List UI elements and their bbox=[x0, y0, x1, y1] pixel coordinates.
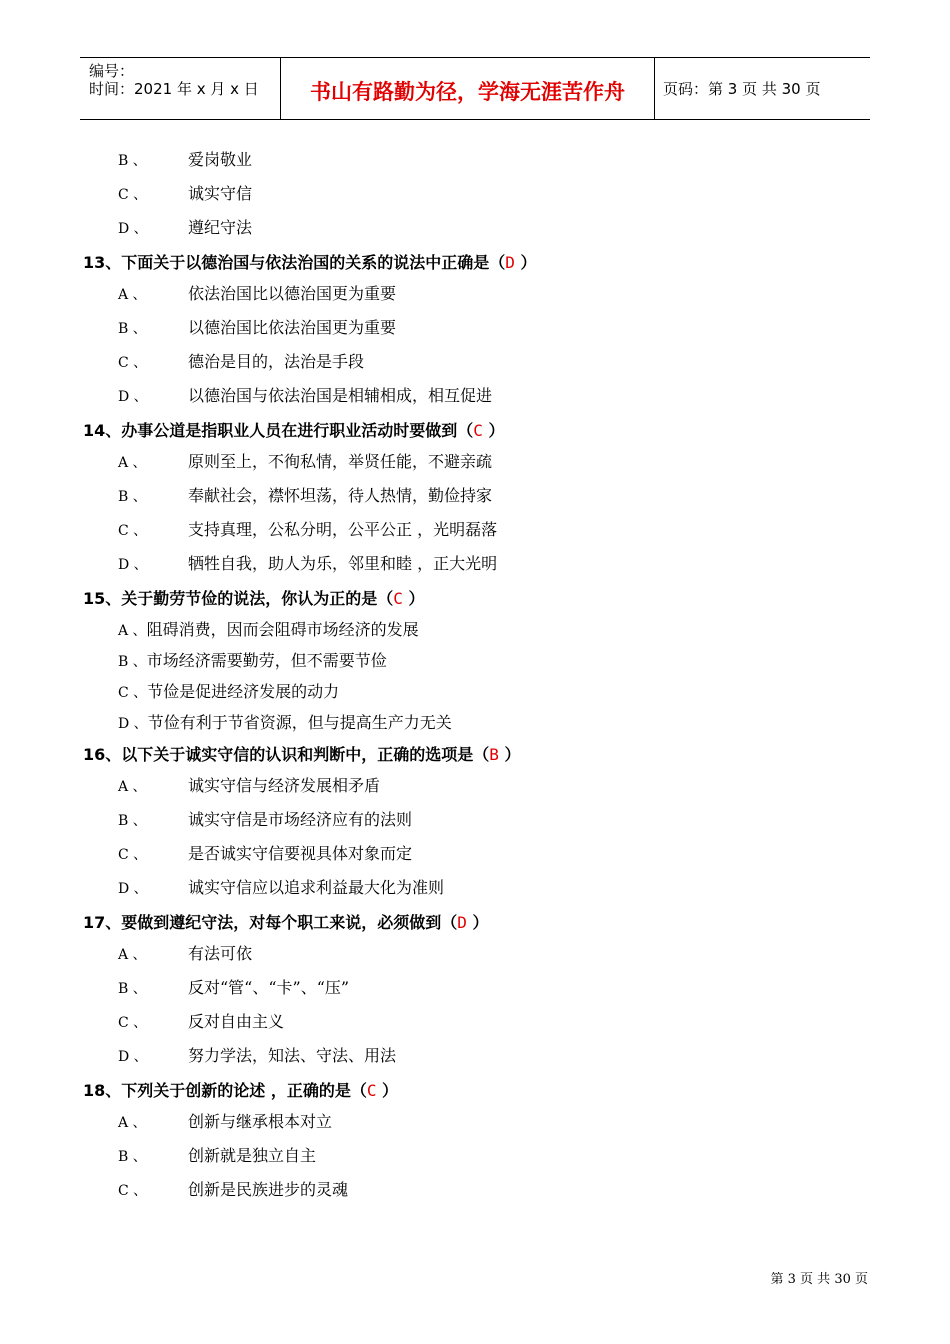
question-16 bbox=[83, 745, 521, 765]
option-item bbox=[118, 150, 252, 171]
option-item bbox=[118, 620, 419, 641]
option-text: 支持真理，公私分明，公平公正 ，光明磊落 bbox=[188, 520, 498, 539]
question-suffix: ） bbox=[514, 253, 537, 272]
question-text: 14、办事公道是指职业人员在进行职业活动时要做到（ bbox=[83, 421, 474, 440]
option-item bbox=[118, 184, 252, 205]
option-letter: B 、 bbox=[118, 1149, 147, 1165]
question-suffix: ） bbox=[376, 1081, 399, 1100]
option-letter: A 、 bbox=[118, 1115, 147, 1131]
header-page-cell bbox=[654, 58, 870, 119]
option-text: 以德治国比依法治国更为重要 bbox=[188, 318, 397, 337]
question-13 bbox=[83, 253, 537, 273]
answer-letter: C bbox=[473, 421, 483, 440]
option-text: 依法治国比以德治国更为重要 bbox=[188, 284, 397, 303]
option-item bbox=[118, 352, 364, 373]
option-letter: D 、 bbox=[118, 389, 148, 405]
header-motto-cell bbox=[280, 58, 655, 119]
option-text: 以德治国与依法治国是相辅相成，相互促进 bbox=[188, 386, 493, 405]
option-item bbox=[118, 1112, 332, 1133]
option-letter: C 、 bbox=[118, 187, 148, 203]
option-letter: C 、 bbox=[118, 523, 148, 539]
option-item bbox=[118, 452, 492, 473]
motto: 书山有路勤为径，学海无涯苦作舟 bbox=[310, 80, 625, 104]
option-text: 诚实守信 bbox=[188, 184, 253, 203]
question-18 bbox=[83, 1081, 398, 1101]
option-item bbox=[118, 284, 396, 305]
page-info: 页码：第 3 页 共 30 页 bbox=[663, 80, 821, 98]
option-letter: B 、 bbox=[118, 153, 147, 169]
page-footer: 第 3 页 共 30 页 bbox=[770, 1272, 868, 1287]
option-text: 是否诚实守信要视具体对象而定 bbox=[188, 844, 413, 863]
option-text: 阻碍消费，因而会阻碍市场经济的发展 bbox=[146, 620, 419, 639]
question-text: 13、下面关于以德治国与依法治国的关系的说法中正确是（ bbox=[83, 253, 506, 272]
question-suffix: ） bbox=[482, 421, 505, 440]
option-text: 反对“管“、“卡”、“压” bbox=[188, 978, 350, 997]
option-text: 德治是目的，法治是手段 bbox=[188, 352, 365, 371]
option-item bbox=[118, 682, 339, 703]
header-meta bbox=[80, 58, 280, 119]
question-suffix: ） bbox=[498, 745, 521, 764]
option-item bbox=[118, 878, 444, 899]
question-text: 17、要做到遵纪守法，对每个职工来说，必须做到（ bbox=[83, 913, 458, 932]
option-letter: B 、 bbox=[118, 813, 147, 829]
option-text: 遵纪守法 bbox=[188, 218, 253, 237]
option-text: 创新与继承根本对立 bbox=[188, 1112, 333, 1131]
option-letter: C 、 bbox=[118, 355, 148, 371]
option-text: 有法可依 bbox=[188, 944, 253, 963]
option-text: 努力学法，知法、守法、用法 bbox=[188, 1046, 397, 1065]
option-item bbox=[118, 651, 387, 672]
option-text: 创新是民族进步的灵魂 bbox=[188, 1180, 349, 1199]
question-text: 15、关于勤劳节俭的说法，你认为正的是（ bbox=[83, 589, 394, 608]
option-letter: D 、 bbox=[118, 221, 148, 237]
option-letter: D 、 bbox=[118, 716, 148, 732]
option-item bbox=[118, 1180, 348, 1201]
option-letter: A 、 bbox=[118, 947, 147, 963]
option-letter: B 、 bbox=[118, 654, 147, 670]
option-letter: C 、 bbox=[118, 847, 148, 863]
option-item bbox=[118, 1012, 284, 1033]
option-letter: B 、 bbox=[118, 321, 147, 337]
option-letter: C 、 bbox=[118, 1183, 148, 1199]
option-letter: C 、 bbox=[118, 685, 148, 701]
option-text: 原则至上，不徇私情，举贤任能，不避亲疏 bbox=[188, 452, 493, 471]
option-letter: C 、 bbox=[118, 1015, 148, 1031]
option-letter: A 、 bbox=[118, 455, 147, 471]
option-text: 市场经济需要勤劳，但不需要节俭 bbox=[146, 651, 387, 670]
option-letter: D 、 bbox=[118, 557, 148, 573]
option-item bbox=[118, 386, 492, 407]
answer-letter: D bbox=[457, 913, 467, 932]
number-label: 编号： bbox=[89, 62, 135, 80]
option-item bbox=[118, 1046, 396, 1067]
option-item bbox=[118, 810, 412, 831]
option-letter: A 、 bbox=[118, 287, 147, 303]
answer-letter: C bbox=[366, 1081, 377, 1100]
option-letter: B 、 bbox=[118, 981, 147, 997]
answer-letter: B bbox=[489, 745, 499, 764]
page-header bbox=[80, 57, 870, 120]
option-item bbox=[118, 944, 252, 965]
question-suffix: ） bbox=[466, 913, 489, 932]
option-item bbox=[118, 776, 380, 797]
option-text: 节俭有利于节省资源，但与提高生产力无关 bbox=[147, 713, 452, 732]
option-text: 诚实守信是市场经济应有的法则 bbox=[188, 810, 413, 829]
option-text: 诚实守信应以追求利益最大化为准则 bbox=[188, 878, 445, 897]
option-item bbox=[118, 486, 492, 507]
option-letter: A 、 bbox=[118, 779, 147, 795]
option-item bbox=[118, 520, 497, 541]
question-text: 18、下列关于创新的论述 ，正确的是（ bbox=[83, 1081, 367, 1100]
option-item bbox=[118, 713, 452, 734]
question-17 bbox=[83, 913, 489, 933]
option-text: 节俭是促进经济发展的动力 bbox=[147, 682, 340, 701]
option-text: 诚实守信与经济发展相矛盾 bbox=[188, 776, 381, 795]
option-letter: D 、 bbox=[118, 1049, 148, 1065]
option-letter: B 、 bbox=[118, 489, 147, 505]
option-item bbox=[118, 844, 412, 865]
question-text: 16、以下关于诚实守信的认识和判断中，正确的选项是（ bbox=[83, 745, 490, 764]
question-suffix: ） bbox=[402, 589, 425, 608]
option-text: 反对自由主义 bbox=[188, 1012, 285, 1031]
answer-letter: D bbox=[505, 253, 515, 272]
option-text: 奉献社会，襟怀坦荡，待人热情，勤俭持家 bbox=[188, 486, 493, 505]
option-item bbox=[118, 554, 497, 575]
option-letter: A 、 bbox=[118, 623, 147, 639]
question-15 bbox=[83, 589, 425, 609]
option-text: 牺牲自我，助人为乐，邻里和睦 ，正大光明 bbox=[188, 554, 498, 573]
answer-letter: C bbox=[393, 589, 403, 608]
option-item bbox=[118, 318, 396, 339]
option-letter: D 、 bbox=[118, 881, 148, 897]
question-14 bbox=[83, 421, 505, 441]
option-item bbox=[118, 1146, 316, 1167]
option-item bbox=[118, 218, 252, 239]
option-item bbox=[118, 978, 349, 999]
time-label: 时间：2021 年 x 月 x 日 bbox=[89, 80, 259, 98]
option-text: 创新就是独立自主 bbox=[188, 1146, 317, 1165]
option-text: 爱岗敬业 bbox=[188, 150, 253, 169]
